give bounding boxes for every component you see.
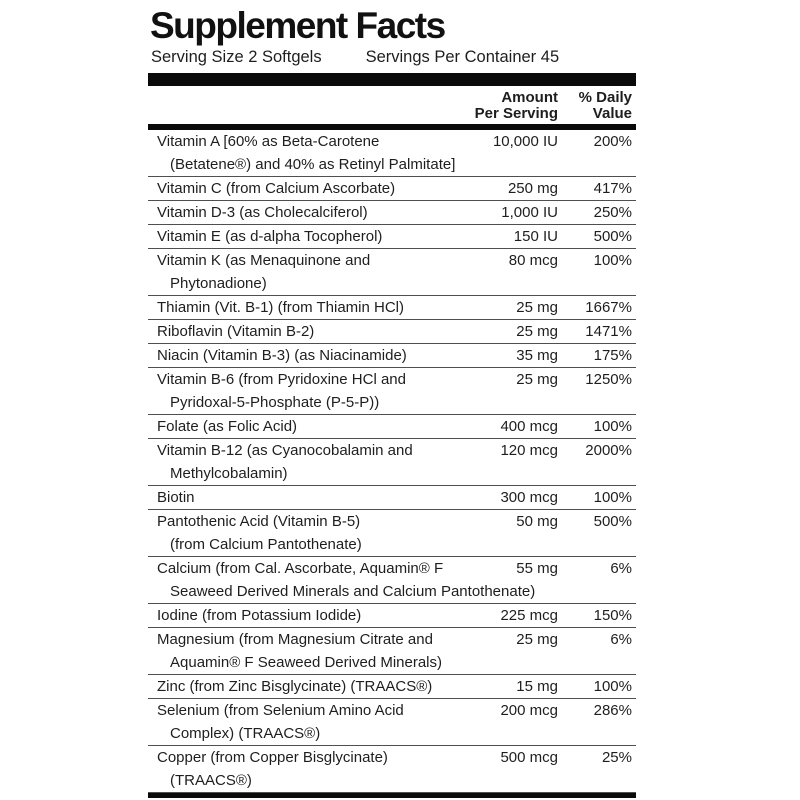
nutrient-amount: 500 mcg bbox=[500, 749, 558, 766]
nutrient-name bbox=[148, 510, 636, 556]
dv-header-line1: % Daily bbox=[578, 89, 632, 106]
nutrient-amount: 225 mcg bbox=[500, 607, 558, 624]
amount-header-line2: Per Serving bbox=[474, 105, 558, 122]
nutrient-name-line: Thiamin (Vit. B-1) (from Thiamin HCl) bbox=[157, 299, 404, 316]
nutrient-daily-value: 25% bbox=[601, 749, 632, 766]
nutrient-name bbox=[148, 699, 636, 745]
divider-bar-thick bbox=[148, 73, 636, 86]
nutrient-name-line: Vitamin C (from Calcium Ascorbate) bbox=[157, 180, 396, 197]
nutrient-amount: 25 mg bbox=[516, 323, 558, 340]
nutrient-name bbox=[148, 296, 636, 319]
nutrient-daily-value: 1250% bbox=[585, 371, 632, 388]
nutrient-amount: 55 mg bbox=[516, 560, 558, 577]
table-row bbox=[148, 699, 636, 746]
nutrient-daily-value: 250% bbox=[593, 204, 632, 221]
nutrient-amount: 200 mcg bbox=[500, 702, 558, 719]
nutrient-name-line: Riboflavin (Vitamin B-2) bbox=[157, 323, 315, 340]
column-headers bbox=[148, 88, 636, 124]
nutrient-daily-value: 100% bbox=[593, 678, 632, 695]
nutrient-daily-value: 6% bbox=[610, 560, 632, 577]
nutrient-amount: 150 IU bbox=[513, 228, 558, 245]
nutrient-daily-value: 150% bbox=[593, 607, 632, 624]
nutrient-amount: 1,000 IU bbox=[501, 204, 558, 221]
table-row bbox=[148, 201, 636, 225]
nutrient-name-line: (from Calcium Pantothenate) bbox=[170, 536, 362, 553]
nutrient-name-line: Vitamin D-3 (as Cholecalciferol) bbox=[157, 204, 368, 221]
nutrient-name-line: Pyridoxal-5-Phosphate (P-5-P)) bbox=[170, 394, 380, 411]
nutrient-name bbox=[148, 177, 636, 200]
nutrient-name bbox=[148, 415, 636, 438]
table-row bbox=[148, 439, 636, 486]
table-row bbox=[148, 249, 636, 296]
nutrient-name-line: Niacin (Vitamin B-3) (as Niacinamide) bbox=[157, 347, 407, 364]
nutrient-name-line: (TRAACS®) bbox=[170, 772, 252, 789]
table-row bbox=[148, 320, 636, 344]
nutrient-amount: 25 mg bbox=[516, 299, 558, 316]
nutrient-daily-value: 286% bbox=[593, 702, 632, 719]
servings-per-container: Servings Per Container 45 bbox=[365, 48, 560, 66]
nutrient-daily-value: 6% bbox=[610, 631, 632, 648]
nutrient-daily-value: 1667% bbox=[585, 299, 632, 316]
nutrient-name-line: Zinc (from Zinc Bisglycinate) (TRAACS®) bbox=[157, 678, 433, 695]
facts-table bbox=[148, 130, 636, 793]
nutrient-daily-value: 417% bbox=[593, 180, 632, 197]
nutrient-name-line: Vitamin A [60% as Beta-Carotene bbox=[157, 133, 380, 150]
nutrient-name bbox=[148, 225, 636, 248]
nutrient-name bbox=[148, 486, 636, 509]
nutrient-name-line: (Betatene®) and 40% as Retinyl Palmitate] bbox=[170, 156, 456, 173]
nutrient-name bbox=[148, 344, 636, 367]
amount-column-header bbox=[475, 90, 558, 122]
nutrient-name-line: Selenium (from Selenium Amino Acid bbox=[157, 702, 404, 719]
table-row bbox=[148, 368, 636, 415]
serving-size: Serving Size 2 Softgels bbox=[151, 48, 322, 66]
nutrient-name bbox=[148, 439, 636, 485]
nutrient-name bbox=[148, 249, 636, 295]
nutrient-name-line: Pantothenic Acid (Vitamin B-5) bbox=[157, 513, 361, 530]
serving-info bbox=[148, 47, 636, 67]
nutrient-daily-value: 200% bbox=[593, 133, 632, 150]
table-row bbox=[148, 604, 636, 628]
nutrient-name-line: Vitamin E (as d-alpha Tocopherol) bbox=[157, 228, 383, 245]
nutrient-name bbox=[148, 604, 636, 627]
nutrient-amount: 25 mg bbox=[516, 371, 558, 388]
divider-bar-bottom bbox=[148, 793, 636, 798]
nutrient-name bbox=[148, 201, 636, 224]
nutrient-name-line: Vitamin K (as Menaquinone and bbox=[157, 252, 371, 269]
nutrient-name-line: Complex) (TRAACS®) bbox=[170, 725, 321, 742]
nutrient-name-line: Seaweed Derived Minerals and Calcium Pantothenate) bbox=[170, 583, 536, 600]
nutrient-name-line: Magnesium (from Magnesium Citrate and bbox=[157, 631, 433, 648]
nutrient-name bbox=[148, 746, 636, 792]
nutrient-amount: 15 mg bbox=[516, 678, 558, 695]
table-row bbox=[148, 177, 636, 201]
nutrient-name bbox=[148, 557, 636, 603]
nutrient-name-line: Iodine (from Potassium Iodide) bbox=[157, 607, 362, 624]
nutrient-name bbox=[148, 368, 636, 414]
nutrient-amount: 400 mcg bbox=[500, 418, 558, 435]
amount-header-line1: Amount bbox=[501, 89, 558, 106]
daily-value-column-header bbox=[579, 90, 632, 122]
nutrient-amount: 80 mcg bbox=[508, 252, 558, 269]
nutrient-name-line: Copper (from Copper Bisglycinate) bbox=[157, 749, 388, 766]
label-title: Supplement Facts bbox=[150, 5, 445, 46]
nutrient-amount: 50 mg bbox=[516, 513, 558, 530]
nutrient-amount: 25 mg bbox=[516, 631, 558, 648]
nutrient-name bbox=[148, 628, 636, 674]
nutrient-name bbox=[148, 130, 636, 176]
table-row bbox=[148, 344, 636, 368]
nutrient-name-line: Folate (as Folic Acid) bbox=[157, 418, 298, 435]
table-row bbox=[148, 486, 636, 510]
nutrient-amount: 120 mcg bbox=[500, 442, 558, 459]
nutrient-name bbox=[148, 675, 636, 698]
table-row bbox=[148, 225, 636, 249]
nutrient-amount: 10,000 IU bbox=[492, 133, 558, 150]
nutrient-daily-value: 100% bbox=[593, 252, 632, 269]
nutrient-daily-value: 500% bbox=[593, 228, 632, 245]
nutrient-name-line: Biotin bbox=[157, 489, 195, 506]
table-row bbox=[148, 510, 636, 557]
nutrient-daily-value: 2000% bbox=[585, 442, 632, 459]
table-row bbox=[148, 628, 636, 675]
table-row bbox=[148, 746, 636, 793]
nutrient-name-line: Aquamin® F Seaweed Derived Minerals) bbox=[170, 654, 442, 671]
nutrient-amount: 300 mcg bbox=[500, 489, 558, 506]
nutrient-amount: 35 mg bbox=[516, 347, 558, 364]
nutrient-name-line: Phytonadione) bbox=[170, 275, 267, 292]
table-row bbox=[148, 557, 636, 604]
table-row bbox=[148, 675, 636, 699]
nutrient-daily-value: 500% bbox=[593, 513, 632, 530]
supplement-facts-label bbox=[148, 5, 636, 798]
nutrient-name-line: Vitamin B-6 (from Pyridoxine HCl and bbox=[157, 371, 406, 388]
nutrient-name-line: Methylcobalamin) bbox=[170, 465, 288, 482]
nutrient-daily-value: 1471% bbox=[585, 323, 632, 340]
table-row bbox=[148, 296, 636, 320]
dv-header-line2: Value bbox=[592, 105, 632, 122]
nutrient-daily-value: 100% bbox=[593, 418, 632, 435]
nutrient-name-line: Vitamin B-12 (as Cyanocobalamin and bbox=[157, 442, 413, 459]
nutrient-daily-value: 175% bbox=[593, 347, 632, 364]
table-row bbox=[148, 130, 636, 177]
nutrient-amount: 250 mg bbox=[507, 180, 558, 197]
nutrient-name-line: Calcium (from Cal. Ascorbate, Aquamin® F bbox=[157, 560, 444, 577]
table-row bbox=[148, 415, 636, 439]
nutrient-name bbox=[148, 320, 636, 343]
nutrient-daily-value: 100% bbox=[593, 489, 632, 506]
